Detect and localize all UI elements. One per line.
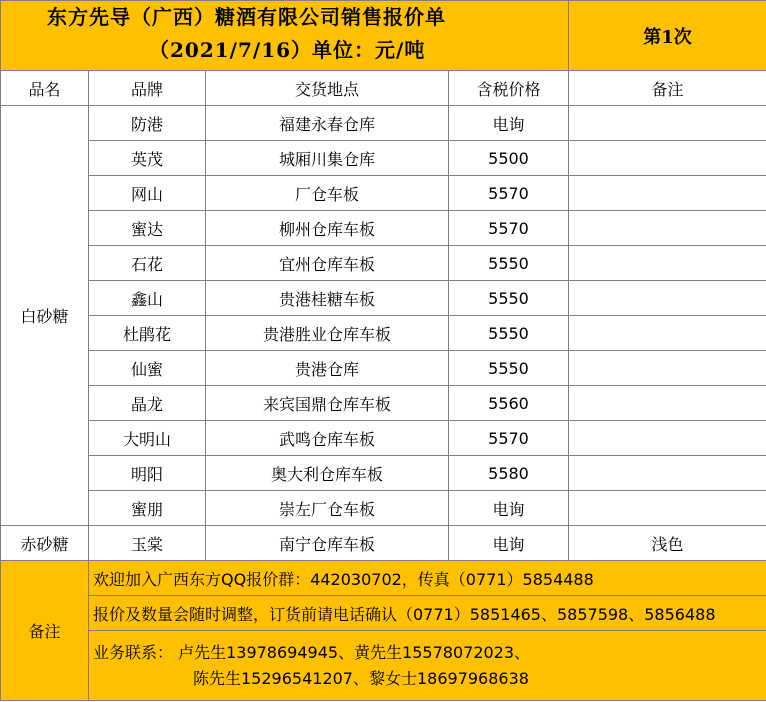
location-cell: 柳州仓库车板 [206,211,449,246]
note-cell [569,141,766,176]
footer-row [1,631,766,701]
location-cell: 城厢川集仓库 [206,141,449,176]
footer-label: 备注 [1,561,89,701]
header-row [1,71,766,106]
location-cell: 厂仓车板 [206,176,449,211]
col-header-note: 备注 [569,71,766,106]
brand-cell: 防港 [89,106,206,141]
price-cell: 5550 [449,281,569,316]
location-cell: 武鸣仓库车板 [206,421,449,456]
note-cell [569,106,766,141]
price-adjust-note: 报价及数量会随时调整，订货前请电话确认（0771）5851465、5857598、5856488 [89,596,766,631]
table-row [1,421,766,456]
footer-row [1,561,766,596]
note-cell [569,386,766,421]
contact-line-2: 陈先生15296541207、黎女士18697968638 [193,668,529,688]
product-name-cell: 白砂糖 [1,106,89,526]
location-cell: 福建永春仓库 [206,106,449,141]
price-cell: 5560 [449,386,569,421]
note-cell [569,456,766,491]
price-cell: 5500 [449,141,569,176]
brand-cell: 蜜达 [89,211,206,246]
location-cell: 崇左厂仓车板 [206,491,449,526]
price-cell: 5550 [449,246,569,281]
footer-row [1,596,766,631]
brand-cell: 杜鹃花 [89,316,206,351]
table-row [1,316,766,351]
col-header-brand: 品牌 [89,71,206,106]
price-cell: 5550 [449,316,569,351]
location-cell: 贵港仓库 [206,351,449,386]
brand-cell: 英茂 [89,141,206,176]
company-title: 东方先导（广西）糖酒有限公司销售报价单 [47,5,446,29]
date-unit-subtitle: （2021/7/16）单位：元/吨 [149,38,426,62]
location-cell: 贵港桂糖车板 [206,281,449,316]
table-row [1,106,766,141]
table-row [1,246,766,281]
price-cell: 电询 [449,106,569,141]
note-cell: 浅色 [569,526,766,561]
table-row [1,456,766,491]
brand-cell: 明阳 [89,456,206,491]
table-row [1,351,766,386]
title-row [1,1,766,71]
note-cell [569,316,766,351]
brand-cell: 网山 [89,176,206,211]
brand-cell: 大明山 [89,421,206,456]
price-cell: 5570 [449,176,569,211]
col-header-location: 交货地点 [206,71,449,106]
location-cell: 南宁仓库车板 [206,526,449,561]
table-row [1,176,766,211]
title-cell [1,1,569,71]
price-cell: 5570 [449,421,569,456]
col-header-product: 品名 [1,71,89,106]
note-cell [569,211,766,246]
location-cell: 贵港胜业仓库车板 [206,316,449,351]
price-cell: 电询 [449,526,569,561]
price-cell: 5570 [449,211,569,246]
table-row [1,491,766,526]
table-row [1,526,766,561]
price-cell: 5580 [449,456,569,491]
price-cell: 电询 [449,491,569,526]
brand-cell: 鑫山 [89,281,206,316]
product-name-cell: 赤砂糖 [1,526,89,561]
note-cell [569,281,766,316]
table-row [1,141,766,176]
brand-cell: 玉棠 [89,526,206,561]
location-cell: 奥大利仓库车板 [206,456,449,491]
qq-group-note: 欢迎加入广西东方QQ报价群：442030702，传真（0771）5854488 [89,561,766,596]
round-label: 第1次 [569,1,766,71]
note-cell [569,246,766,281]
table-row [1,281,766,316]
brand-cell: 仙蜜 [89,351,206,386]
note-cell [569,176,766,211]
table-row [1,386,766,421]
location-cell: 来宾国鼎仓库车板 [206,386,449,421]
brand-cell: 晶龙 [89,386,206,421]
table-row [1,211,766,246]
note-cell [569,351,766,386]
brand-cell: 蜜朋 [89,491,206,526]
note-cell [569,421,766,456]
brand-cell: 石花 [89,246,206,281]
location-cell: 宜州仓库车板 [206,246,449,281]
col-header-price: 含税价格 [449,71,569,106]
price-cell: 5550 [449,351,569,386]
note-cell [569,491,766,526]
contact-line-1: 业务联系： 卢先生13978694945、黄先生15578072023、 [93,642,531,662]
contact-note [89,631,766,701]
